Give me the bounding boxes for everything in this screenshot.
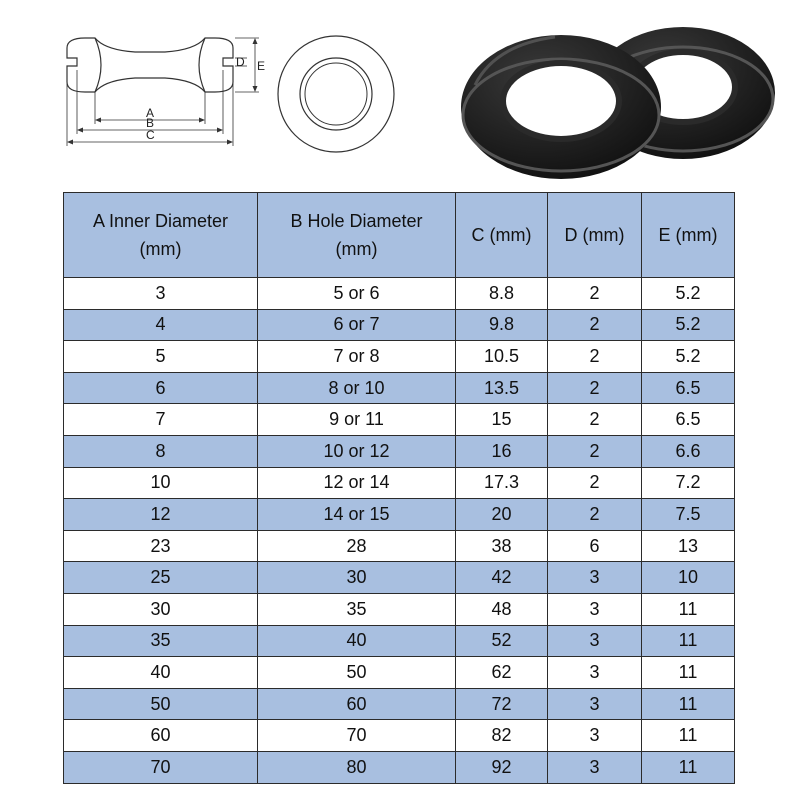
cell-e: 5.2 <box>642 309 735 341</box>
cell-a: 8 <box>64 435 258 467</box>
cell-e: 11 <box>642 657 735 689</box>
cell-e: 11 <box>642 720 735 752</box>
cell-c: 82 <box>456 720 548 752</box>
cell-b: 70 <box>258 720 456 752</box>
cell-b: 35 <box>258 593 456 625</box>
table-row <box>64 278 735 310</box>
header-d: D (mm) <box>548 193 642 278</box>
cell-d: 3 <box>548 688 642 720</box>
grommet-front-diagram <box>272 30 400 158</box>
cell-e: 6.6 <box>642 435 735 467</box>
cell-a: 50 <box>64 688 258 720</box>
cell-e: 10 <box>642 562 735 594</box>
cell-c: 10.5 <box>456 341 548 373</box>
cell-c: 62 <box>456 657 548 689</box>
table-row <box>64 309 735 341</box>
table-row <box>64 372 735 404</box>
cell-b: 14 or 15 <box>258 499 456 531</box>
table-header-row <box>64 193 735 278</box>
cell-c: 17.3 <box>456 467 548 499</box>
cell-a: 6 <box>64 372 258 404</box>
cell-a: 4 <box>64 309 258 341</box>
cell-a: 5 <box>64 341 258 373</box>
cell-c: 13.5 <box>456 372 548 404</box>
table-row <box>64 341 735 373</box>
cell-c: 42 <box>456 562 548 594</box>
dim-label-a: A <box>146 106 155 120</box>
cell-a: 30 <box>64 593 258 625</box>
cell-d: 2 <box>548 278 642 310</box>
table-row <box>64 562 735 594</box>
header-b-hole-diameter: B Hole Diameter (mm) <box>258 193 456 278</box>
table-row <box>64 593 735 625</box>
cell-e: 5.2 <box>642 278 735 310</box>
cell-b: 80 <box>258 751 456 783</box>
cell-d: 2 <box>548 341 642 373</box>
cell-d: 3 <box>548 625 642 657</box>
cell-b: 10 or 12 <box>258 435 456 467</box>
cell-e: 13 <box>642 530 735 562</box>
table-row <box>64 530 735 562</box>
dim-label-e: E <box>257 59 265 73</box>
cell-d: 2 <box>548 372 642 404</box>
cell-b: 28 <box>258 530 456 562</box>
dim-label-b: B <box>146 116 155 130</box>
cell-e: 5.2 <box>642 341 735 373</box>
grommet-size-table <box>63 192 735 784</box>
cell-c: 16 <box>456 435 548 467</box>
table-row <box>64 688 735 720</box>
cell-d: 2 <box>548 499 642 531</box>
cell-d: 3 <box>548 657 642 689</box>
cell-d: 3 <box>548 720 642 752</box>
cell-c: 52 <box>456 625 548 657</box>
cell-c: 15 <box>456 404 548 436</box>
cell-b: 8 or 10 <box>258 372 456 404</box>
illustration-area <box>0 0 800 190</box>
table-row <box>64 720 735 752</box>
cell-e: 7.2 <box>642 467 735 499</box>
cell-d: 2 <box>548 309 642 341</box>
cell-d: 3 <box>548 751 642 783</box>
dim-label-d: D <box>236 55 245 69</box>
cell-a: 35 <box>64 625 258 657</box>
cell-a: 23 <box>64 530 258 562</box>
table-row <box>64 657 735 689</box>
cell-c: 9.8 <box>456 309 548 341</box>
cell-a: 25 <box>64 562 258 594</box>
table-row <box>64 404 735 436</box>
cell-a: 40 <box>64 657 258 689</box>
cell-b: 40 <box>258 625 456 657</box>
cell-d: 2 <box>548 404 642 436</box>
table-row <box>64 751 735 783</box>
table-row <box>64 499 735 531</box>
table-row <box>64 435 735 467</box>
grommet-side-diagram <box>55 20 265 160</box>
rubber-grommet-photo <box>455 15 780 185</box>
header-c: C (mm) <box>456 193 548 278</box>
cell-b: 9 or 11 <box>258 404 456 436</box>
cell-b: 12 or 14 <box>258 467 456 499</box>
cell-b: 30 <box>258 562 456 594</box>
cell-d: 6 <box>548 530 642 562</box>
cell-b: 60 <box>258 688 456 720</box>
cell-c: 48 <box>456 593 548 625</box>
cell-e: 11 <box>642 688 735 720</box>
cell-e: 7.5 <box>642 499 735 531</box>
cell-c: 92 <box>456 751 548 783</box>
cell-c: 38 <box>456 530 548 562</box>
header-a-inner-diameter: A Inner Diameter (mm) <box>64 193 258 278</box>
cell-d: 2 <box>548 435 642 467</box>
cell-d: 3 <box>548 593 642 625</box>
cell-b: 50 <box>258 657 456 689</box>
table-row <box>64 625 735 657</box>
cell-b: 5 or 6 <box>258 278 456 310</box>
cell-d: 2 <box>548 467 642 499</box>
cell-a: 10 <box>64 467 258 499</box>
dim-label-c: C <box>146 128 155 142</box>
cell-a: 7 <box>64 404 258 436</box>
cell-a: 12 <box>64 499 258 531</box>
cell-c: 20 <box>456 499 548 531</box>
cell-c: 72 <box>456 688 548 720</box>
cell-e: 6.5 <box>642 372 735 404</box>
cell-a: 3 <box>64 278 258 310</box>
cell-b: 6 or 7 <box>258 309 456 341</box>
cell-a: 60 <box>64 720 258 752</box>
cell-e: 11 <box>642 593 735 625</box>
table-row <box>64 467 735 499</box>
cell-e: 11 <box>642 751 735 783</box>
cell-e: 6.5 <box>642 404 735 436</box>
cell-e: 11 <box>642 625 735 657</box>
cell-b: 7 or 8 <box>258 341 456 373</box>
cell-c: 8.8 <box>456 278 548 310</box>
header-e: E (mm) <box>642 193 735 278</box>
cell-d: 3 <box>548 562 642 594</box>
cell-a: 70 <box>64 751 258 783</box>
